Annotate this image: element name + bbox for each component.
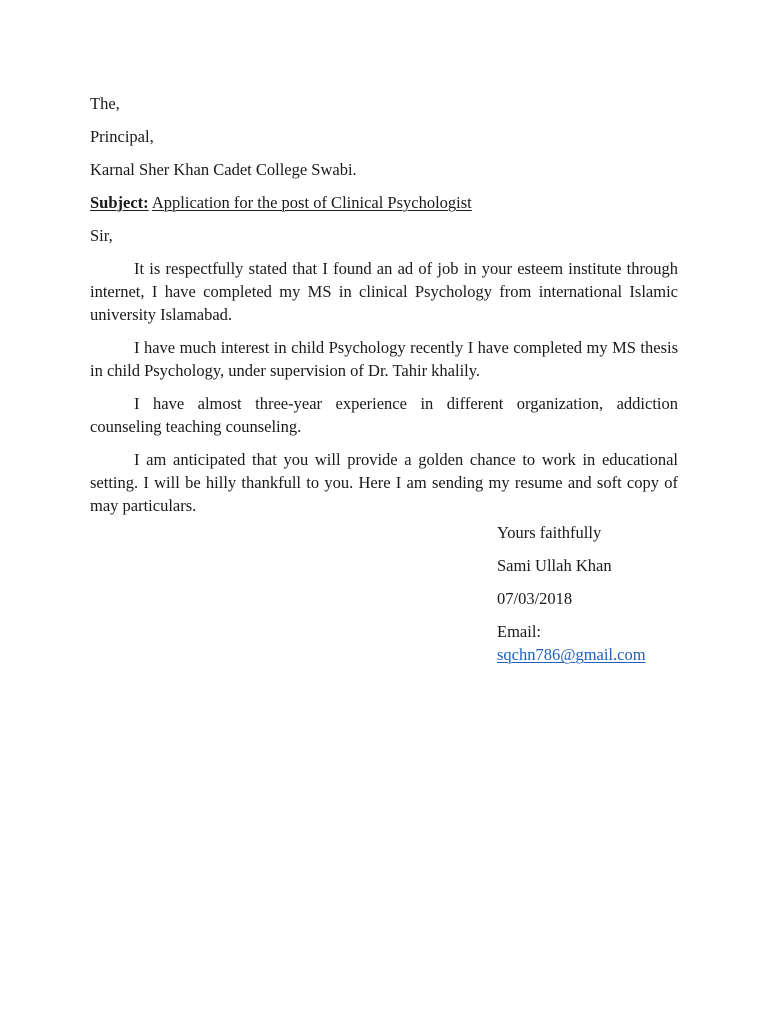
greeting: Sir, bbox=[90, 226, 113, 245]
closing: Yours faithfully bbox=[497, 523, 602, 542]
email-link[interactable]: sqchn786@gmail.com bbox=[497, 645, 646, 664]
paragraph-3: I have almost three-year experience in different organization, addiction counseling teaching counseling. bbox=[90, 394, 678, 436]
subject-line bbox=[90, 191, 678, 214]
signature-block bbox=[497, 521, 717, 666]
letter-date: 07/03/2018 bbox=[497, 589, 573, 608]
paragraph-4: I am anticipated that you will provide a golden chance to work in educational setting. I will be hilly thankfull to you. Here I am sending my resume and soft copy of may particulars. bbox=[90, 450, 678, 515]
paragraph-1: It is respectfully stated that I found an ad of job in your esteem institute through internet, I have completed my MS in clinical Psychology from international Islamic university Islamabad. bbox=[90, 259, 678, 324]
email-line bbox=[497, 643, 717, 666]
subject-label: Subject: bbox=[90, 193, 149, 212]
email-label: Email: bbox=[497, 622, 541, 641]
sender-name: Sami Ullah Khan bbox=[497, 556, 612, 575]
address-line-to: The, bbox=[90, 94, 120, 113]
address-line-institution: Karnal Sher Khan Cadet College Swabi. bbox=[90, 160, 357, 179]
address-line-title: Principal, bbox=[90, 127, 154, 146]
letter-body bbox=[90, 92, 678, 517]
subject-text: Application for the post of Clinical Psychologist bbox=[151, 193, 472, 212]
paragraph-2: I have much interest in child Psychology recently I have completed my MS thesis in child Psychology, under supervision of Dr. Tahir khalily. bbox=[90, 338, 678, 380]
